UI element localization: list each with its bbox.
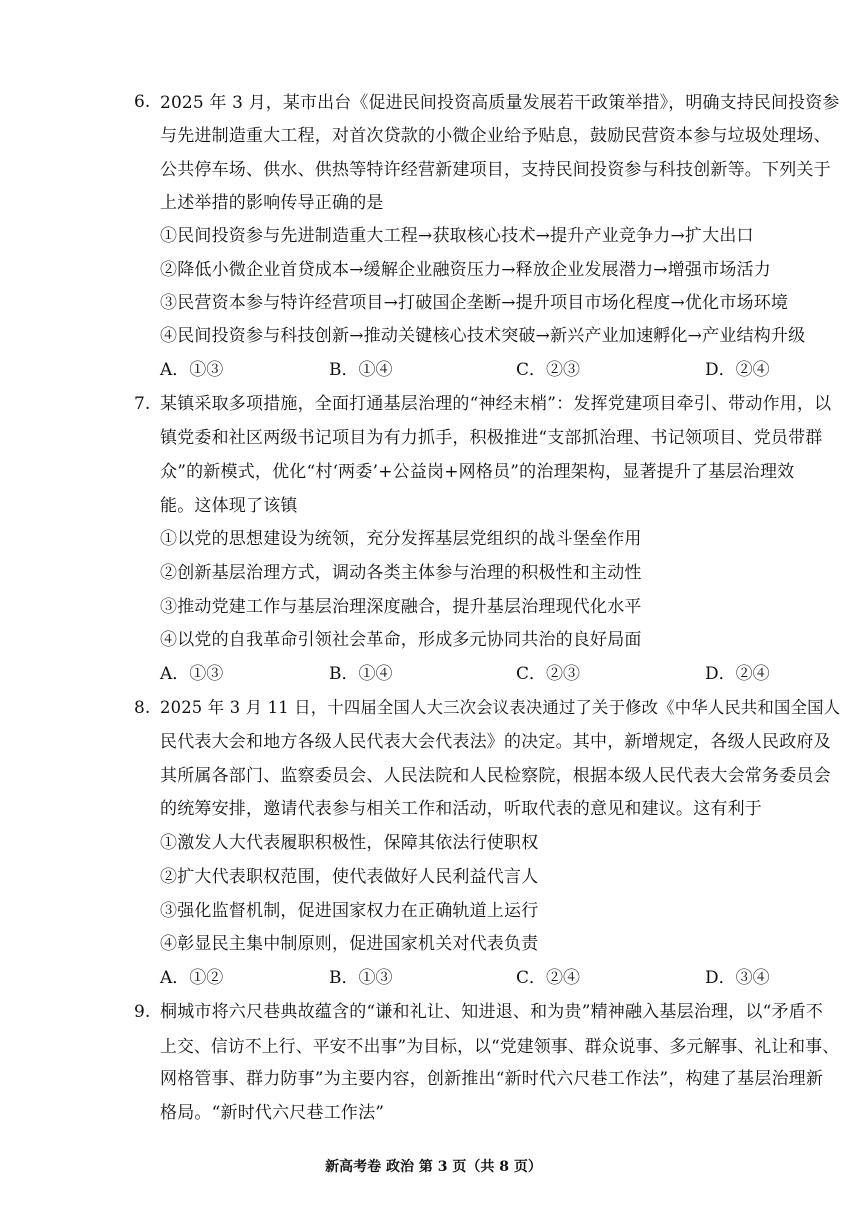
question-stem-line: 民代表大会和地方各级人民代表大会代表法》的决定。其中，新增规定，各级人民政府及 <box>160 732 831 752</box>
choice-item: ④以党的自我革命引领社会革命，形成多元协同共治的良好局面 <box>160 630 642 650</box>
choice-item: ④彰显民主集中制原则，促进国家机关对代表负责 <box>160 934 539 954</box>
option-d: D．②④ <box>705 664 770 684</box>
question-number: 7. <box>134 394 151 414</box>
question-number: 8. <box>134 698 151 718</box>
question-stem-line: 格局。“新时代六尺巷工作法” <box>160 1103 385 1123</box>
question-stem-line: 某镇采取多项措施，全面打通基层治理的“神经末梢”：发挥党建项目牵引、带动作用，以 <box>160 394 832 414</box>
question-stem-line: 能。这体现了该镇 <box>160 496 298 516</box>
option-a: A．①② <box>160 968 224 988</box>
option-b: B．①④ <box>329 360 393 380</box>
choice-item: ③强化监督机制，促进国家权力在正确轨道上运行 <box>160 901 539 921</box>
option-c: C．②④ <box>516 968 581 988</box>
option-c: C．②③ <box>516 664 581 684</box>
option-a: A．①③ <box>160 664 224 684</box>
choice-item: ①以党的思想建设为统领，充分发挥基层党组织的战斗堡垒作用 <box>160 529 642 549</box>
option-b: B．①③ <box>329 968 393 988</box>
choice-item: ③推动党建工作与基层治理深度融合，提升基层治理现代化水平 <box>160 597 642 617</box>
question-stem-line: 桐城市将六尺巷典故蕴含的“谦和礼让、知进退、和为贵”精神融入基层治理，以“矛盾不 <box>160 1002 824 1022</box>
question-stem-line: 其所属各部门、监察委员会、人民法院和人民检察院，根据本级人民代表大会常务委员会 <box>160 766 831 786</box>
question-stem-line: 众”的新模式，优化“村‘两委’+公益岗+网格员”的治理架构，显著提升了基层治理效 <box>160 462 795 482</box>
question-stem-line: 公共停车场、供水、供热等特许经营新建项目，支持民间投资参与科技创新等。下列关于 <box>160 160 831 180</box>
question-stem-line: 的统筹安排，邀请代表参与相关工作和活动，听取代表的意见和建议。这有利于 <box>160 799 762 819</box>
question-stem-line: 上述举措的影响传导正确的是 <box>160 193 384 213</box>
choice-item: ③民营资本参与特许经营项目→打破国企垄断→提升项目市场化程度→优化市场环境 <box>160 293 789 313</box>
option-d: D．②④ <box>705 360 770 380</box>
choice-item: ④民间投资参与科技创新→推动关键核心技术突破→新兴产业加速孵化→产业结构升级 <box>160 326 806 346</box>
question-stem-line: 与先进制造重大工程，对首次贷款的小微企业给予贴息，鼓励民营资本参与垃圾处理场、 <box>160 126 831 146</box>
question-number: 6. <box>134 92 151 112</box>
choice-item: ②降低小微企业首贷成本→缓解企业融资压力→释放企业发展潜力→增强市场活力 <box>160 260 771 280</box>
question-stem-line: 2025 年 3 月，某市出台《促进民间投资高质量发展若干政策举措》，明确支持民间投资参 <box>160 92 840 112</box>
choice-item: ②扩大代表职权范围，使代表做好人民利益代言人 <box>160 867 539 887</box>
question-number: 9. <box>134 1002 151 1022</box>
choice-item: ②创新基层治理方式，调动各类主体参与治理的积极性和主动性 <box>160 563 642 583</box>
question-stem-line: 2025 年 3 月 11 日，十四届全国人大三次会议表决通过了关于修改《中华人民共和国全国人 <box>160 698 841 717</box>
question-stem-line: 镇党委和社区两级书记项目为有力抓手，积极推进“支部抓治理、书记领项目、党员带群 <box>160 428 823 448</box>
option-a: A．①③ <box>160 360 224 380</box>
question-stem-line: 网格管事、群力防事”为主要内容，创新推出“新时代六尺巷工作法”，构建了基层治理新 <box>160 1069 824 1089</box>
option-d: D．③④ <box>705 968 770 988</box>
option-c: C．②③ <box>516 360 581 380</box>
question-stem-line: 上交、信访不上行、平安不出事”为目标，以“党建领事、群众说事、多元解事、礼让和事、 <box>160 1036 840 1056</box>
choice-item: ①民间投资参与先进制造重大工程→获取核心技术→提升产业竞争力→扩大出口 <box>160 226 754 246</box>
choice-item: ①激发人大代表履职积极性，保障其依法行使职权 <box>160 833 539 853</box>
option-b: B．①④ <box>329 664 393 684</box>
page-footer: 新高考卷 政治 第 3 页（共 8 页） <box>325 1159 542 1175</box>
